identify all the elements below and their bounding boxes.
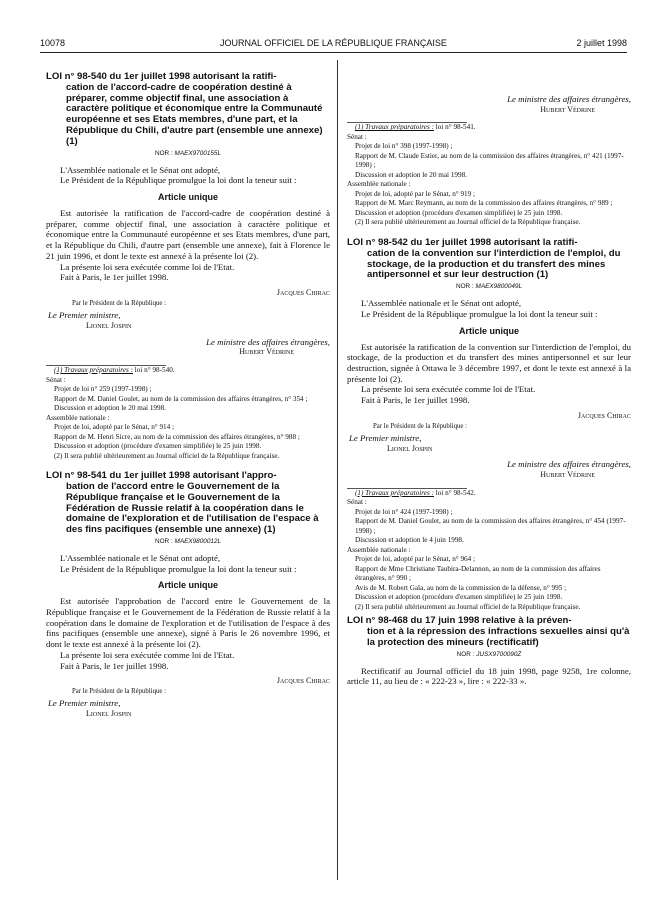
law-title-lead: LOI n° 98-541 du 1er juillet 1998 autorisant l'appro- <box>46 470 277 482</box>
nor-code: JUSX9700090Z <box>476 650 522 658</box>
prime-minister-name: Lionel Jospin <box>86 708 132 718</box>
journal-title: JOURNAL OFFICIEL DE LA RÉPUBLIQUE FRANÇAISE <box>220 38 447 48</box>
by-president-line: Par le Président de la République : <box>373 422 468 430</box>
article-heading: Article unique <box>458 325 519 336</box>
nor-code: MAEX9800012L <box>174 537 222 545</box>
done-at-line: Fait à Paris, le 1er juillet 1998. <box>361 395 470 406</box>
law-title-continuation: bation de l'accord entre le Gouvernement de la République française et le Gouvernement de la Fédération de Russie relatif à la coopération dans le domaine de l'exploration et de l'utilisation de l'espace à des fins pacifiques (ensemble une annexe) (1) <box>66 480 319 536</box>
article-heading: Article unique <box>157 580 218 591</box>
prime-minister-name: Lionel Jospin <box>387 443 433 453</box>
law-title <box>347 238 631 281</box>
law-title-continuation: tion et à la répression des infractions sexuelles ainsi qu'à la protection des mineurs (rectificatif) <box>367 626 630 648</box>
nor-reference <box>46 538 330 546</box>
footnote-line: Rapport de M. Marc Reymann, au nom de la commission des affaires étrangères, n° 989 ; <box>355 199 613 208</box>
president-signature: Jacques Chirac <box>276 676 330 686</box>
footnote-text: loi n° 98-542. <box>434 488 476 497</box>
law-title <box>347 616 631 648</box>
nor-code: MAEX9700155L <box>174 149 222 157</box>
minister-title: Le ministre des affaires étrangères, <box>206 336 330 347</box>
footnote-line: Projet de loi, adopté par le Sénat, n° 964 ; <box>355 555 476 564</box>
column-divider <box>337 60 338 880</box>
rectificatif-body: Rectificatif au Journal officiel du 18 juin 1998, page 9258, 1re colonne, article 11, au lieu de : « 222-23 », lire : « 222-33 ». <box>347 665 631 687</box>
footnote-line: (2) Il sera publié ultérieurement au Journal officiel de la République française. <box>355 602 581 611</box>
minister-name: Hubert Védrine <box>540 470 595 480</box>
footnote-line: Avis de M. Robert Gaïa, au nom de la commission de la défense, n° 995 ; <box>355 583 567 592</box>
by-president-line: Par le Président de la République : <box>72 299 167 307</box>
nor-reference <box>347 283 631 291</box>
law-title-lead: LOI n° 98-468 du 17 juin 1998 relative à la préven- <box>347 615 572 627</box>
minister-name: Hubert Védrine <box>239 347 294 357</box>
prime-minister-title: Le Premier ministre, <box>48 698 121 709</box>
page-header <box>40 34 627 53</box>
footnotes <box>347 489 631 613</box>
promulgation-line: Le Président de la République promulgue la loi dont la teneur suit : <box>361 308 598 319</box>
nor-label: NOR : <box>154 537 173 545</box>
done-at-line: Fait à Paris, le 1er juillet 1998. <box>60 272 169 283</box>
minister-title: Le ministre des affaires étrangères, <box>507 94 631 104</box>
article-body: Est autorisée la ratification de l'accord-cadre de coopération destiné à préparer, comme objectif final, une association à caractère politique et économique entre la Communauté européenne et ses Etats membres, d'une part, et la République du Chili, d'autre part (ensemble une annexe), fait à Florence le 21 juin 1996, et dont le texte est annexé à la présente loi (2). <box>46 208 330 261</box>
footnote-line: Rapport de M. Claude Estier, au nom de la commission des affaires étrangères, n° 421 (1997-1998) ; <box>355 151 624 170</box>
article-body: Est autorisée l'approbation de l'accord entre le Gouvernement de la République française et le Gouvernement de la Fédération de Russie relatif à la coopération dans le domaine de l'exploration et de l'utilisation de l'espace à des fins pacifiques (ensemble une annexe), signé à Paris le 26 novembre 1996, et dont le texte est annexé à la présente loi (2). <box>46 596 330 650</box>
execution-line: La présente loi sera exécutée comme loi de l'Etat. <box>60 649 235 660</box>
footnote-heading: (1) Travaux préparatoires : <box>355 123 434 132</box>
done-at-line: Fait à Paris, le 1er juillet 1998. <box>60 660 169 671</box>
footnote-line: Discussion et adoption le 20 mai 1998. <box>54 404 166 413</box>
nor-label: NOR : <box>456 650 475 658</box>
footnote-chamber: Sénat : <box>347 132 367 141</box>
right-column <box>347 72 631 687</box>
footnote-chamber: Assemblée nationale : <box>347 545 411 554</box>
page-number: 10078 <box>40 38 66 48</box>
footnote-line <box>347 489 631 499</box>
footnote-line <box>347 123 631 133</box>
footnotes <box>46 366 330 461</box>
nor-code: MAEX9800049L <box>475 283 523 291</box>
execution-line: La présente loi sera exécutée comme loi de l'Etat. <box>361 384 536 395</box>
footnote-line: (2) Il sera publié ultérieurement au Journal officiel de la République française. <box>54 451 280 460</box>
footnote-chamber: Assemblée nationale : <box>46 413 110 422</box>
adoption-line: L'Assemblée nationale et le Sénat ont adopté, <box>361 298 522 309</box>
footnote-chamber: Assemblée nationale : <box>347 180 411 189</box>
left-column <box>46 72 330 719</box>
minister-title: Le ministre des affaires étrangères, <box>507 459 631 470</box>
president-signature: Jacques Chirac <box>577 410 631 420</box>
promulgation-line: Le Président de la République promulgue la loi dont la teneur suit : <box>60 563 297 574</box>
law-title-lead: LOI n° 98-540 du 1er juillet 1998 autorisant la ratifi- <box>46 71 277 82</box>
footnote-line: Rapport de M. Henri Sicre, au nom de la commission des affaires étrangères, n° 988 ; <box>54 432 300 441</box>
article-body: Est autorisée la ratification de la convention sur l'interdiction de l'emploi, du stockage, de la production et du transfert des mines antipersonnel et sur leur destruction, signée à Ottawa le 3 décembre 1997, et dont le texte est annexé à la présente loi (2). <box>347 341 631 384</box>
adoption-line: L'Assemblée nationale et le Sénat ont adopté, <box>60 552 221 563</box>
law-title-continuation: cation de la convention sur l'interdiction de l'emploi, du stockage, de la production et du transfert des mines antipersonnel et sur leur destruction (1) <box>367 247 621 281</box>
footnote-line: Discussion et adoption le 4 juin 1998. <box>355 536 464 545</box>
law-title <box>46 72 330 148</box>
footnote-line: Discussion et adoption le 20 mai 1998. <box>355 170 467 179</box>
footnote-line: Projet de loi, adopté par le Sénat, n° 914 ; <box>54 423 175 432</box>
footnote-line: Rapport de M. Daniel Goulet, au nom de la commission des affaires étrangères, n° 354 ; <box>54 394 308 403</box>
minister-name: Hubert Védrine <box>540 104 595 114</box>
by-president-line: Par le Président de la République : <box>72 687 167 695</box>
promulgation-line: Le Président de la République promulgue la loi dont la teneur suit : <box>60 175 297 186</box>
nor-label: NOR : <box>455 283 474 291</box>
footnote-chamber: Sénat : <box>347 498 367 507</box>
article-heading: Article unique <box>157 192 218 203</box>
prime-minister-name: Lionel Jospin <box>86 320 132 330</box>
footnote-line <box>46 366 330 376</box>
law-title-lead: LOI n° 98-542 du 1er juillet 1998 autorisant la ratifi- <box>347 236 578 248</box>
issue-date: 2 juillet 1998 <box>576 38 627 48</box>
president-signature: Jacques Chirac <box>276 288 330 298</box>
footnote-line: Projet de loi, adopté par le Sénat, n° 919 ; <box>355 189 476 198</box>
footnote-text: loi n° 98-540. <box>133 366 175 375</box>
adoption-line: L'Assemblée nationale et le Sénat ont adopté, <box>60 164 221 175</box>
footnote-line: Discussion et adoption (procédure d'examen simplifiée) le 25 juin 1998. <box>54 442 262 451</box>
footnote-line: Projet de loi n° 398 (1997-1998) ; <box>355 142 453 151</box>
nor-reference <box>347 651 631 659</box>
footnote-line: Rapport de Mme Christiane Taubira-Delannon, au nom de la commission des affaires étrangères, n° 990 ; <box>355 564 601 583</box>
footnote-text: loi n° 98-541. <box>434 123 476 132</box>
footnote-line: Projet de loi n° 424 (1997-1998) ; <box>355 507 453 516</box>
nor-label: NOR : <box>154 149 173 157</box>
prime-minister-title: Le Premier ministre, <box>349 432 422 443</box>
prime-minister-title: Le Premier ministre, <box>48 310 121 321</box>
execution-line: La présente loi sera exécutée comme loi de l'Etat. <box>60 261 235 272</box>
footnote-line: Rapport de M. Daniel Goulet, au nom de la commission des affaires étrangères, n° 454 (1997-1998) ; <box>355 517 626 535</box>
footnote-line: Discussion et adoption (procédure d'examen simplifiée) le 25 juin 1998. <box>355 208 563 217</box>
footnote-heading: (1) Travaux préparatoires : <box>54 366 133 375</box>
law-title-continuation: cation de l'accord-cadre de coopération destiné à préparer, comme objectif final, une association à caractère politique et économique entre la Communauté européenne et ses Etats membres, d'une part, et la République du Chili, d'autre part (ensemble une annexe) (1) <box>66 81 323 147</box>
footnote-line: Discussion et adoption (procédure d'examen simplifiée) le 25 juin 1998. <box>355 593 563 602</box>
footnotes <box>347 123 631 228</box>
law-title <box>46 471 330 536</box>
footnote-heading: (1) Travaux préparatoires : <box>355 488 434 497</box>
footnote-line: Projet de loi n° 259 (1997-1998) ; <box>54 385 152 394</box>
nor-reference <box>46 150 330 158</box>
footnote-chamber: Sénat : <box>46 375 66 384</box>
footnote-line: (2) Il sera publié ultérieurement au Journal officiel de la République française. <box>355 218 581 227</box>
